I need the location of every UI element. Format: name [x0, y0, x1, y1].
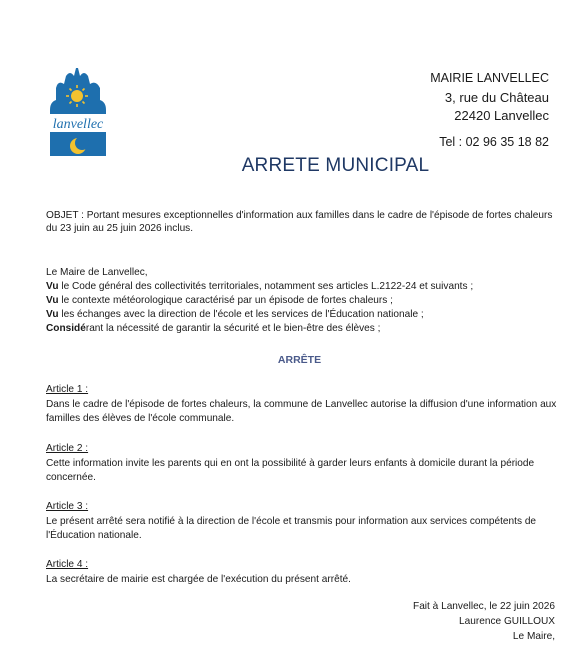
signature-place-date: Fait à Lanvellec, le 22 juin 2026	[413, 601, 555, 612]
article-1-title: Article 1 :	[46, 384, 89, 395]
preamble-line: Vu le Code général des collectivités territoriales, notamment ses articles L.2122-24 et suivants ;	[46, 281, 474, 292]
header-street: 3, rue du Château	[444, 90, 549, 105]
article-3-text: Le présent arrêté sera notifié à la direction de l'école et transmis pour information aux services compétents de l'Éducation nationale.	[46, 516, 537, 541]
signature-name: Laurence GUILLOUX	[459, 616, 555, 627]
header-city: 22420 Lanvellec	[454, 108, 549, 123]
article-4-title: Article 4 :	[46, 559, 89, 570]
lanvellec-logo	[44, 66, 112, 162]
preamble-line: Vu le contexte météorologique caractérisé par un épisode de fortes chaleurs ;	[46, 295, 393, 306]
preamble	[46, 266, 558, 336]
svg-text:lanvellec: lanvellec	[52, 117, 104, 132]
article-1-text: Dans le cadre de l'épisode de fortes chaleurs, la commune de Lanvellec autorise la diffusion d'une information aux familles des élèves de l'école communale.	[46, 399, 557, 424]
article-3-title: Article 3 :	[46, 501, 89, 512]
document-title: ARRETE MUNICIPAL	[241, 155, 430, 176]
preamble-line: Vu les échanges avec la direction de l'école et les services de l'Éducation nationale ;	[46, 309, 424, 320]
header-mairie: MAIRIE LANVELLEC	[430, 71, 549, 85]
objet-paragraph: OBJET : Portant mesures exceptionnelles d'information aux familles dans le cadre de l'épisode de fortes chaleurs du 23 juin au 25 juin 2026 inclus.	[46, 210, 553, 235]
header-phone: Tel : 02 96 35 18 82	[439, 135, 549, 149]
arrete-heading: ARRÊTE	[277, 354, 322, 366]
preamble-line: Considérant la nécessité de garantir la sécurité et le bien-être des élèves ;	[46, 323, 381, 334]
signature-role: Le Maire,	[512, 631, 555, 642]
article-4-text: La secrétaire de mairie est chargée de l'exécution du présent arrêté.	[46, 574, 351, 585]
preamble-intro: Le Maire de Lanvellec,	[46, 267, 148, 278]
article-2-title: Article 2 :	[46, 443, 89, 454]
article-2-text: Cette information invite les parents qui en ont la possibilité à garder leurs enfants à domicile durant la période concernée.	[46, 458, 535, 483]
